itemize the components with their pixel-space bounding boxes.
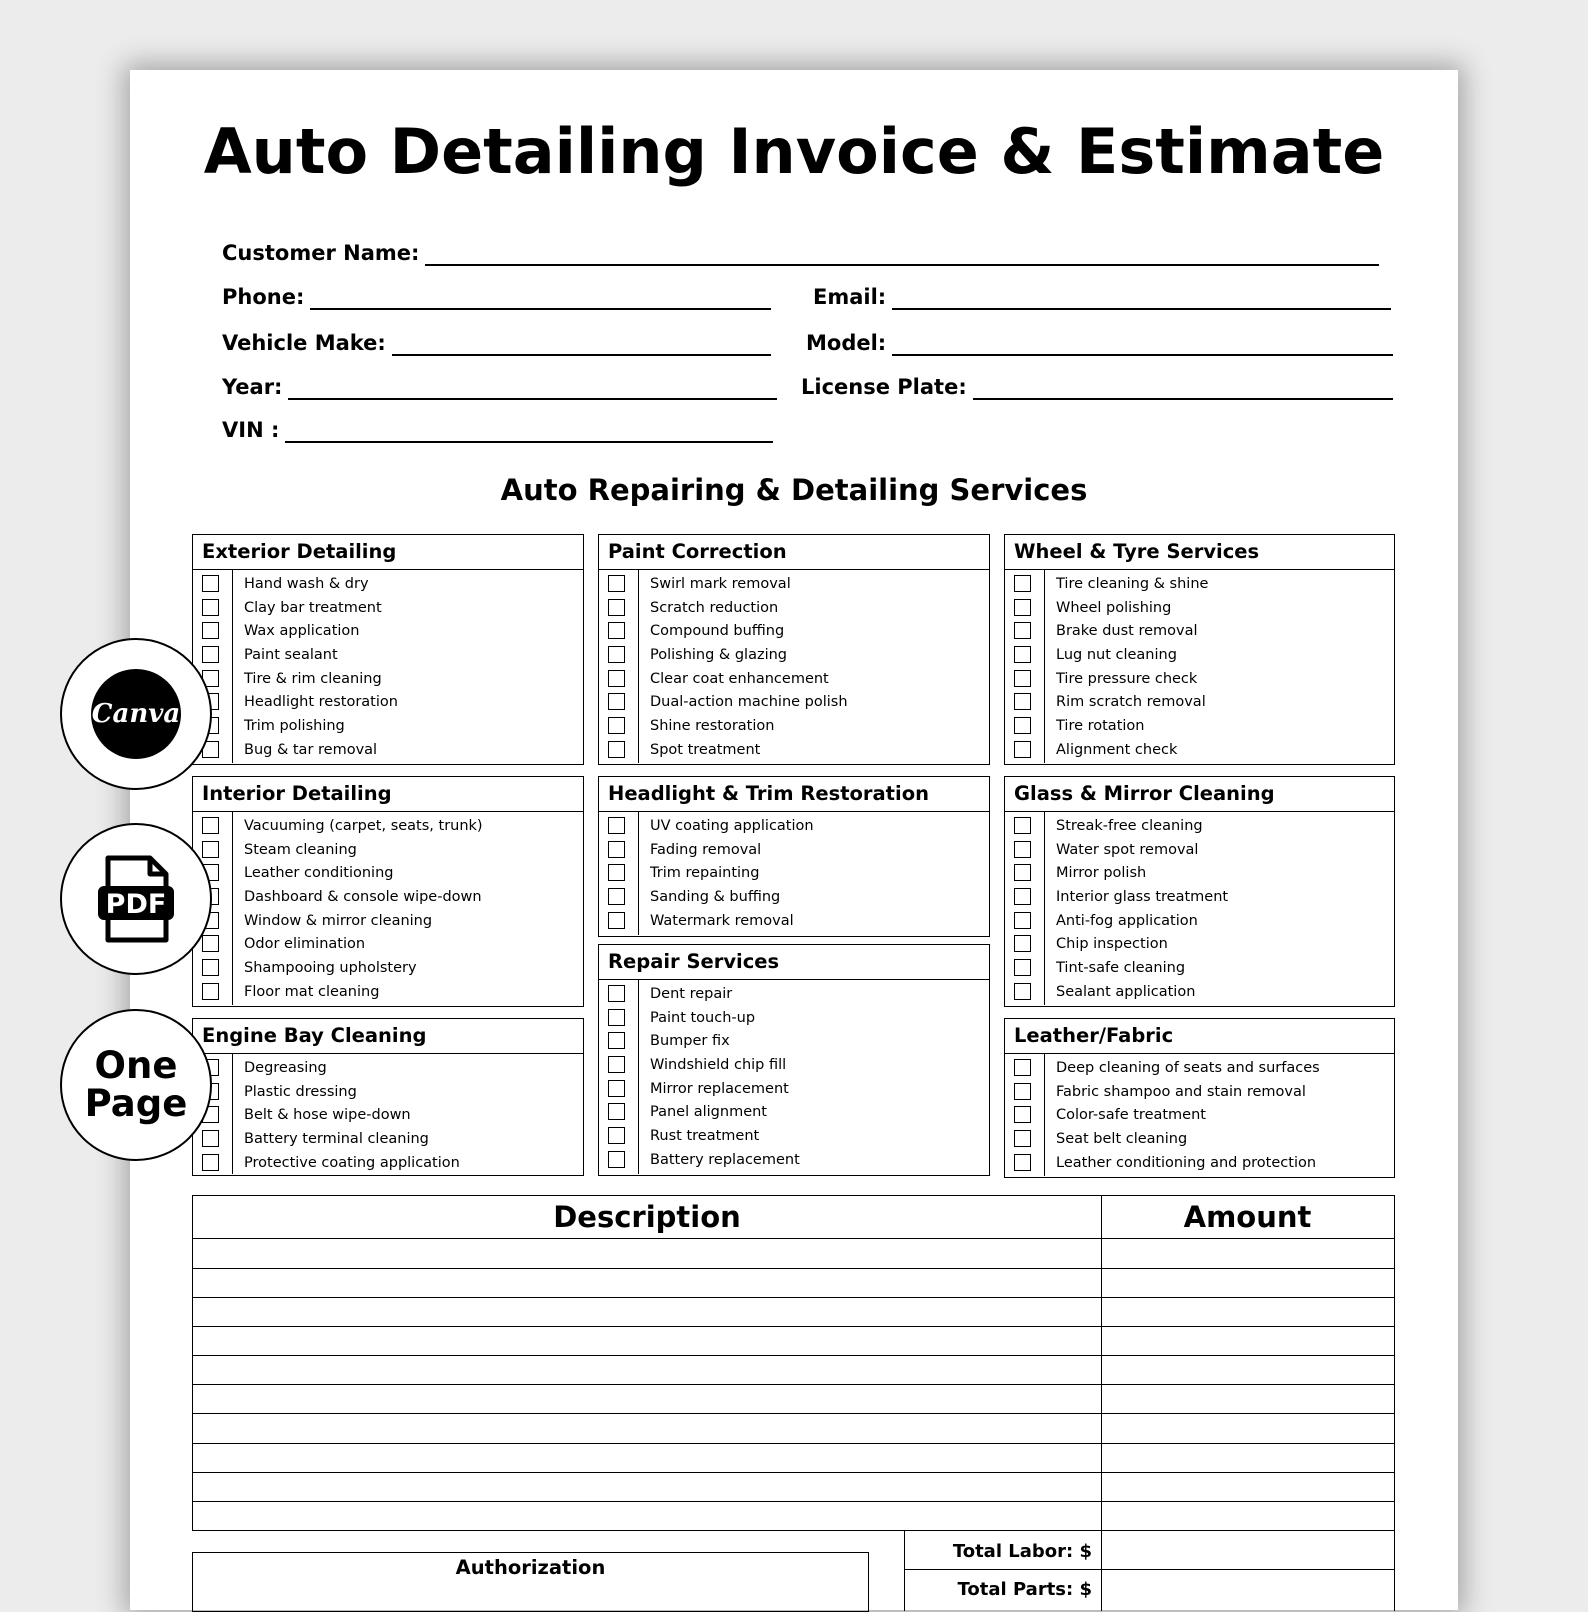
service-item[interactable] (599, 690, 989, 714)
service-item-label: Mirror polish (1056, 865, 1147, 882)
service-item[interactable] (1005, 956, 1394, 980)
totals-row-line (905, 1569, 1394, 1570)
service-item-label: Fabric shampoo and stain removal (1056, 1083, 1306, 1100)
service-checkbox[interactable] (202, 575, 219, 592)
service-item[interactable] (599, 909, 989, 933)
service-item-label: Water spot removal (1056, 841, 1199, 858)
service-item-label: Bug & tar removal (244, 741, 378, 758)
service-item-label: Floor mat cleaning (244, 983, 380, 1000)
service-box-title: Paint Correction (599, 535, 989, 570)
service-checkbox[interactable] (202, 935, 219, 952)
model-field[interactable] (806, 326, 1393, 356)
service-box-list (599, 812, 989, 935)
service-checkbox[interactable] (202, 817, 219, 834)
service-checkbox[interactable] (608, 717, 625, 734)
service-checkbox[interactable] (608, 693, 625, 710)
service-item[interactable] (193, 885, 583, 909)
service-item[interactable] (193, 714, 583, 738)
service-item-label: Compound buffing (650, 623, 785, 640)
service-checkbox[interactable] (608, 841, 625, 858)
service-item-label: Tint-safe cleaning (1056, 960, 1186, 977)
service-item[interactable] (193, 690, 583, 714)
service-item[interactable] (1005, 1127, 1394, 1151)
service-item-label: Chip inspection (1056, 936, 1168, 953)
service-checkbox[interactable] (1014, 646, 1031, 663)
license-plate-field[interactable] (801, 370, 1393, 400)
service-item-label: Vacuuming (carpet, seats, trunk) (244, 818, 483, 834)
service-item[interactable] (599, 643, 989, 667)
total-parts-label: Total Parts: $ (957, 1579, 1092, 1600)
service-item[interactable] (1005, 814, 1394, 838)
service-box-headlight-trim (598, 776, 990, 937)
service-box-engine-bay (192, 1018, 584, 1176)
canva-logo: Canva (91, 669, 181, 759)
service-item-label: Polishing & glazing (650, 647, 787, 664)
service-checkbox[interactable] (608, 622, 625, 639)
service-checkbox[interactable] (1014, 983, 1031, 1000)
service-checkbox[interactable] (1014, 1154, 1031, 1171)
table-row[interactable] (193, 1326, 1394, 1327)
service-checkbox[interactable] (1014, 717, 1031, 734)
vin-label: VIN : (222, 418, 280, 442)
service-item[interactable] (599, 596, 989, 620)
service-box-list (193, 570, 583, 763)
service-item-label: Alignment check (1056, 741, 1178, 758)
service-item-label: Tire & rim cleaning (244, 670, 382, 687)
service-box-list (599, 980, 989, 1174)
table-row[interactable] (193, 1443, 1394, 1444)
service-item-label: Streak-free cleaning (1056, 818, 1203, 834)
service-item-label: Window & mirror cleaning (244, 912, 433, 929)
service-item[interactable] (193, 1127, 583, 1151)
customer-name-label: Customer Name: (222, 241, 420, 265)
service-item[interactable] (599, 885, 989, 909)
service-item[interactable] (193, 980, 583, 1004)
amount-header: Amount (1183, 1200, 1312, 1234)
service-item-label: Steam cleaning (244, 841, 357, 858)
service-box-list (193, 812, 583, 1005)
service-item[interactable] (1005, 932, 1394, 956)
service-checkbox[interactable] (1014, 935, 1031, 952)
service-checkbox[interactable] (1014, 841, 1031, 858)
service-checkbox[interactable] (1014, 693, 1031, 710)
service-item-label: Interior glass treatment (1056, 889, 1229, 906)
one-page-text (84, 1044, 188, 1125)
table-row[interactable] (193, 1413, 1394, 1414)
table-row[interactable] (193, 1297, 1394, 1298)
totals-box (904, 1531, 1395, 1611)
service-item[interactable] (193, 667, 583, 691)
table-row[interactable] (193, 1268, 1394, 1269)
vehicle-make-field[interactable] (222, 326, 771, 356)
vehicle-make-line[interactable] (392, 332, 771, 356)
phone-field[interactable] (222, 280, 771, 310)
service-item[interactable] (1005, 572, 1394, 596)
service-checkbox[interactable] (1014, 888, 1031, 905)
column-separator (1101, 1196, 1102, 1530)
service-checkbox[interactable] (608, 1127, 625, 1144)
one-page-badge (60, 1009, 212, 1161)
service-item[interactable] (1005, 861, 1394, 885)
service-item-label: Tire pressure check (1056, 670, 1198, 687)
service-checkbox[interactable] (202, 959, 219, 976)
service-checkbox[interactable] (608, 599, 625, 616)
service-checkbox[interactable] (1014, 864, 1031, 881)
description-table (192, 1195, 1395, 1531)
license-plate-line[interactable] (973, 376, 1393, 400)
service-checkbox[interactable] (1014, 622, 1031, 639)
year-field[interactable] (222, 370, 777, 400)
service-box-repair-services (598, 944, 990, 1176)
service-item-label: Seat belt cleaning (1056, 1131, 1188, 1148)
service-checkbox[interactable] (608, 864, 625, 881)
service-item[interactable] (599, 1077, 989, 1101)
service-box-glass-mirror (1004, 776, 1395, 1007)
service-checkbox[interactable] (608, 646, 625, 663)
service-box-title: Repair Services (599, 945, 989, 980)
service-checkbox[interactable] (1014, 1059, 1031, 1076)
service-item-label: Fading removal (650, 841, 762, 858)
service-item[interactable] (1005, 1080, 1394, 1104)
page-title: Auto Detailing Invoice & Estimate (203, 115, 1385, 188)
service-item-label: Sealant application (1056, 983, 1196, 1000)
service-item-label: Anti-fog application (1056, 912, 1198, 929)
service-item-label: Color-safe treatment (1056, 1107, 1206, 1124)
service-item-label: Swirl mark removal (650, 576, 791, 592)
pdf-icon (96, 854, 176, 944)
license-plate-label: License Plate: (801, 375, 967, 399)
service-item[interactable] (1005, 1103, 1394, 1127)
service-item-label: Sanding & buffing (650, 889, 781, 906)
email-field[interactable] (813, 280, 1391, 310)
service-box-exterior-detailing (192, 534, 584, 765)
one-page-line-1: One (94, 1044, 178, 1087)
service-item[interactable] (599, 738, 989, 762)
service-item-label: Dent repair (650, 986, 733, 1002)
service-item-label: Tire cleaning & shine (1056, 576, 1209, 592)
service-item[interactable] (193, 619, 583, 643)
model-label: Model: (806, 331, 887, 355)
service-item[interactable] (193, 1103, 583, 1127)
service-item-label: Battery terminal cleaning (244, 1131, 429, 1148)
service-item-label: Dual-action machine polish (650, 694, 848, 711)
service-item[interactable] (599, 667, 989, 691)
authorization-box[interactable] (192, 1552, 869, 1612)
service-item[interactable] (193, 861, 583, 885)
customer-name-field[interactable] (222, 236, 1379, 266)
service-item-label: Leather conditioning (244, 865, 394, 882)
service-checkbox[interactable] (608, 741, 625, 758)
service-item-label: Plastic dressing (244, 1083, 357, 1100)
service-checkbox[interactable] (1014, 741, 1031, 758)
service-item-label: Trim polishing (244, 718, 345, 735)
service-checkbox[interactable] (1014, 959, 1031, 976)
service-item-label: Odor elimination (244, 936, 366, 953)
service-item[interactable] (1005, 619, 1394, 643)
service-item[interactable] (193, 738, 583, 762)
service-item[interactable] (599, 838, 989, 862)
service-item-label: Protective coating application (244, 1154, 460, 1171)
service-box-list (1005, 570, 1394, 763)
service-box-title: Headlight & Trim Restoration (599, 777, 989, 812)
service-item-label: Leather conditioning and protection (1056, 1154, 1317, 1171)
service-box-list (599, 570, 989, 763)
service-item[interactable] (599, 619, 989, 643)
service-item-label: Lug nut cleaning (1056, 647, 1177, 664)
canva-badge (60, 638, 212, 790)
service-item-label: Deep cleaning of seats and surfaces (1056, 1060, 1320, 1076)
service-item-label: Shampooing upholstery (244, 960, 417, 977)
service-item-label: Paint touch-up (650, 1009, 756, 1026)
service-checkbox[interactable] (1014, 670, 1031, 687)
service-item-label: Clay bar treatment (244, 599, 382, 616)
year-label: Year: (222, 375, 283, 399)
service-checkbox[interactable] (608, 1032, 625, 1049)
service-box-paint-correction (598, 534, 990, 765)
service-item-label: Wax application (244, 623, 360, 640)
service-checkbox[interactable] (1014, 912, 1031, 929)
service-box-title: Glass & Mirror Cleaning (1005, 777, 1394, 812)
service-item[interactable] (193, 838, 583, 862)
phone-line[interactable] (310, 286, 771, 310)
service-item-label: Mirror replacement (650, 1080, 789, 1097)
service-item-label: Battery replacement (650, 1151, 800, 1168)
service-box-title: Interior Detailing (193, 777, 583, 812)
service-item-label: Shine restoration (650, 718, 775, 735)
vin-line[interactable] (285, 419, 773, 443)
model-line[interactable] (892, 332, 1393, 356)
service-item-label: Tire rotation (1056, 718, 1145, 735)
service-item[interactable] (193, 596, 583, 620)
service-checkbox[interactable] (202, 646, 219, 663)
description-header: Description (553, 1200, 741, 1234)
service-checkbox[interactable] (202, 983, 219, 1000)
service-item[interactable] (599, 1100, 989, 1124)
service-checkbox[interactable] (608, 1103, 625, 1120)
service-checkbox[interactable] (1014, 1130, 1031, 1147)
service-checkbox[interactable] (608, 1009, 625, 1026)
year-line[interactable] (288, 376, 777, 400)
service-checkbox[interactable] (202, 599, 219, 616)
service-item[interactable] (193, 956, 583, 980)
service-item-label: Rust treatment (650, 1128, 760, 1145)
service-checkbox[interactable] (202, 1154, 219, 1171)
email-label: Email: (813, 285, 887, 309)
service-item-label: Rim scratch removal (1056, 694, 1206, 711)
service-checkbox[interactable] (608, 985, 625, 1002)
service-item-label: Hand wash & dry (244, 576, 369, 592)
total-labor-label: Total Labor: $ (952, 1541, 1092, 1562)
service-item[interactable] (599, 982, 989, 1006)
service-item[interactable] (1005, 738, 1394, 762)
service-box-title: Engine Bay Cleaning (193, 1019, 583, 1054)
service-item[interactable] (599, 814, 989, 838)
service-item[interactable] (193, 932, 583, 956)
service-item[interactable] (193, 909, 583, 933)
service-item[interactable] (1005, 667, 1394, 691)
service-box-list (1005, 812, 1394, 1005)
service-item[interactable] (1005, 714, 1394, 738)
service-checkbox[interactable] (608, 670, 625, 687)
service-item-label: Brake dust removal (1056, 623, 1198, 640)
service-item[interactable] (193, 1056, 583, 1080)
service-checkbox[interactable] (608, 912, 625, 929)
service-checkbox[interactable] (608, 575, 625, 592)
one-page-line-2: Page (84, 1082, 188, 1125)
service-item-label: Belt & hose wipe-down (244, 1107, 411, 1124)
service-item[interactable] (1005, 643, 1394, 667)
service-item[interactable] (1005, 690, 1394, 714)
service-checkbox[interactable] (608, 817, 625, 834)
service-item[interactable] (1005, 980, 1394, 1004)
vin-field[interactable] (222, 413, 773, 443)
service-checkbox[interactable] (608, 888, 625, 905)
service-item[interactable] (1005, 596, 1394, 620)
service-item-label: Headlight restoration (244, 694, 398, 711)
vehicle-make-label: Vehicle Make: (222, 331, 386, 355)
service-item[interactable] (1005, 909, 1394, 933)
service-checkbox[interactable] (202, 622, 219, 639)
table-row[interactable] (193, 1472, 1394, 1473)
pdf-text: PDF (105, 889, 167, 920)
service-item-label: Degreasing (244, 1060, 327, 1076)
service-box-wheel-tyre (1004, 534, 1395, 765)
services-title: Auto Repairing & Detailing Services (500, 473, 1088, 507)
table-row[interactable] (193, 1355, 1394, 1356)
service-checkbox[interactable] (1014, 1083, 1031, 1100)
service-item[interactable] (599, 1124, 989, 1148)
service-checkbox[interactable] (1014, 599, 1031, 616)
service-item-label: Trim repainting (650, 865, 760, 882)
service-box-title: Leather/Fabric (1005, 1019, 1394, 1054)
service-item-label: Paint sealant (244, 647, 338, 664)
service-item[interactable] (599, 861, 989, 885)
email-line[interactable] (892, 286, 1391, 310)
service-box-interior-detailing (192, 776, 584, 1007)
service-item[interactable] (193, 572, 583, 596)
service-item[interactable] (1005, 1151, 1394, 1175)
service-item[interactable] (193, 643, 583, 667)
pdf-badge (60, 823, 212, 975)
table-row[interactable] (193, 1384, 1394, 1385)
service-item[interactable] (1005, 838, 1394, 862)
service-item[interactable] (599, 572, 989, 596)
totals-separator (1101, 1531, 1102, 1611)
service-checkbox[interactable] (1014, 1106, 1031, 1123)
service-box-title: Wheel & Tyre Services (1005, 535, 1394, 570)
service-item[interactable] (599, 1148, 989, 1172)
service-item-label: Dashboard & console wipe-down (244, 889, 482, 906)
service-checkbox[interactable] (1014, 817, 1031, 834)
service-item[interactable] (599, 714, 989, 738)
service-checkbox[interactable] (202, 1130, 219, 1147)
service-item-label: Panel alignment (650, 1104, 767, 1121)
service-item[interactable] (599, 1053, 989, 1077)
service-item[interactable] (193, 1151, 583, 1175)
service-checkbox[interactable] (608, 1056, 625, 1073)
service-item-label: Spot treatment (650, 741, 761, 758)
service-box-leather-fabric (1004, 1018, 1395, 1178)
service-item-label: Clear coat enhancement (650, 670, 829, 687)
service-box-title: Exterior Detailing (193, 535, 583, 570)
service-item-label: Bumper fix (650, 1033, 730, 1050)
authorization-label: Authorization (455, 1556, 606, 1579)
service-item-label: Watermark removal (650, 912, 794, 929)
header-underline (193, 1238, 1394, 1239)
service-box-list (1005, 1054, 1394, 1176)
service-checkbox[interactable] (608, 1151, 625, 1168)
phone-label: Phone: (222, 285, 305, 309)
service-item[interactable] (1005, 1056, 1394, 1080)
service-checkbox[interactable] (1014, 575, 1031, 592)
service-item[interactable] (1005, 885, 1394, 909)
customer-name-line[interactable] (425, 242, 1379, 266)
service-item-label: Wheel polishing (1056, 599, 1172, 616)
service-item[interactable] (599, 1006, 989, 1030)
service-item[interactable] (599, 1029, 989, 1053)
service-checkbox[interactable] (608, 1080, 625, 1097)
service-item-label: Scratch reduction (650, 599, 779, 616)
service-item[interactable] (193, 814, 583, 838)
service-checkbox[interactable] (202, 841, 219, 858)
service-item-label: UV coating application (650, 818, 814, 834)
table-row[interactable] (193, 1501, 1394, 1502)
service-item-label: Windshield chip fill (650, 1057, 787, 1074)
service-item[interactable] (193, 1080, 583, 1104)
service-box-list (193, 1054, 583, 1174)
